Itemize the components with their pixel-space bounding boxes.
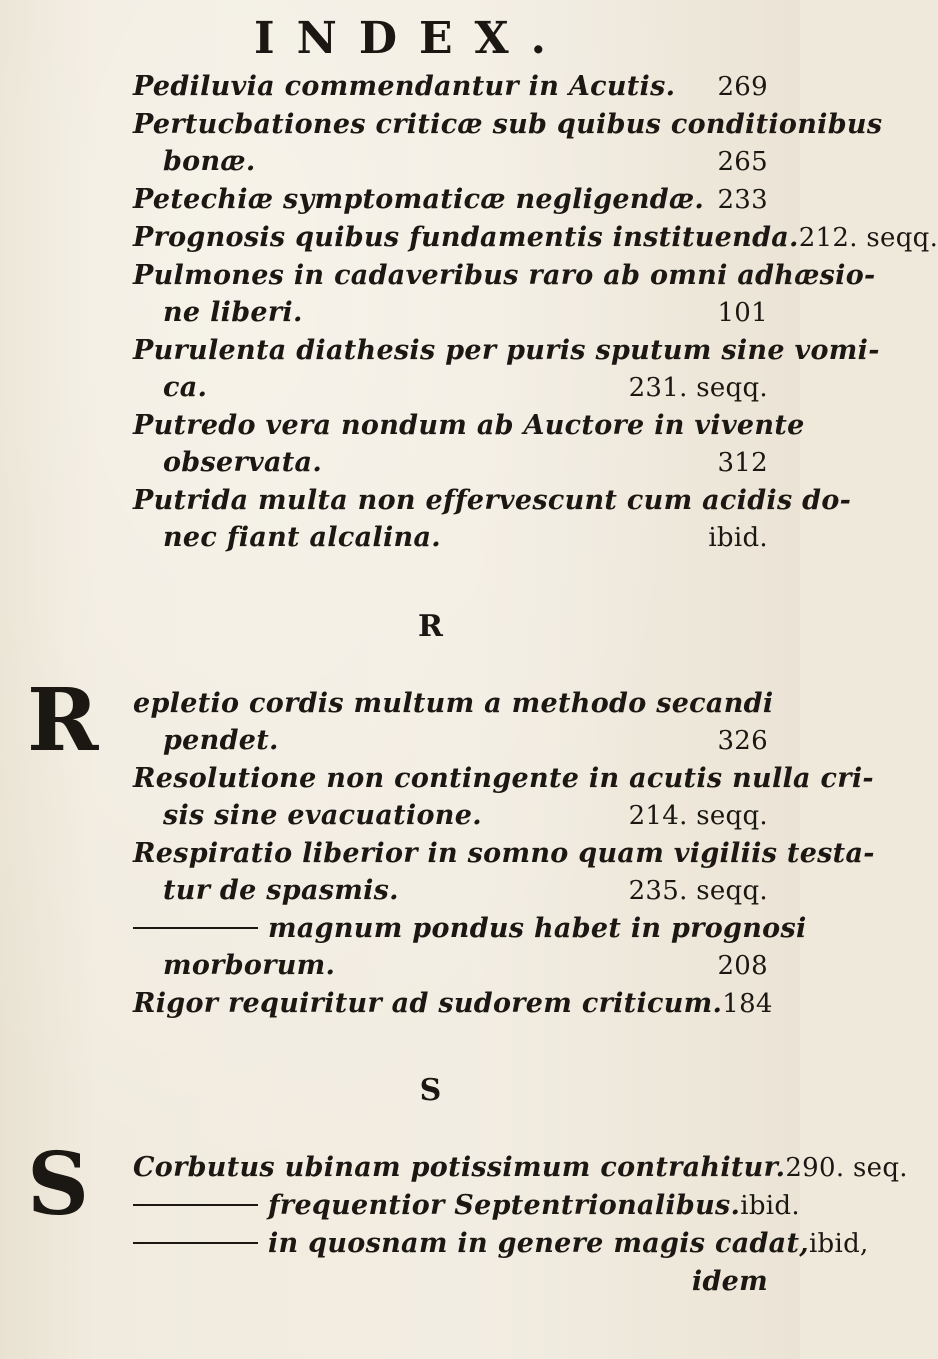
- entry-text: Petechiæ symptomaticæ negligendæ.: [133, 184, 705, 215]
- page-reference: 269: [717, 72, 768, 102]
- page-reference: 214. seqq.: [628, 801, 768, 831]
- page-reference: ibid.: [740, 1191, 800, 1221]
- index-entry: [133, 68, 768, 106]
- entry-text: in quosnam in genere magis cadat,: [268, 1228, 809, 1259]
- entry-text-continued: nec fiant alcalina.: [163, 522, 441, 553]
- entry-text: frequentior Septentrionalibus.: [268, 1190, 741, 1221]
- index-entries: [27, 68, 938, 1300]
- entry-text: magnum pondus habet in prognosi: [268, 913, 807, 944]
- index-entry: [133, 985, 773, 1023]
- entry-text-continued: ca.: [163, 372, 208, 403]
- page-reference: 290. seq.: [785, 1153, 908, 1183]
- index-entry: [133, 760, 874, 835]
- page-reference: ibid.: [708, 523, 768, 553]
- page-reference: 184: [722, 989, 773, 1019]
- entry-text-continued: ne liberi.: [163, 297, 303, 328]
- page-header: INDEX.: [254, 13, 568, 64]
- repeat-dash: [133, 1242, 258, 1244]
- index-entry: [133, 482, 852, 557]
- entry-text-continued: sis sine evacuatione.: [163, 800, 482, 831]
- entry-text: Pulmones in cadaveribus raro ab omni adhæsio-: [133, 260, 876, 291]
- entry-text-continued: morborum.: [163, 950, 336, 981]
- index-entry: [133, 1225, 869, 1263]
- entry-text-continued: bonæ.: [163, 146, 256, 177]
- index-entry: [133, 257, 876, 332]
- page-reference: 235. seqq.: [628, 876, 768, 906]
- entry-text: Respiratio liberior in somno quam vigiliis testa-: [133, 838, 875, 869]
- entry-text: Pediluvia commendantur in Acutis.: [133, 71, 676, 102]
- page-reference: 212. seqq.: [798, 223, 938, 253]
- section-heading-r: R: [418, 609, 443, 644]
- page-reference: 231. seqq.: [628, 373, 768, 403]
- repeat-dash: [133, 927, 258, 929]
- page-reference: 101: [717, 298, 768, 328]
- entry-text-continued: pendet.: [163, 725, 279, 756]
- repeat-dash: [133, 1204, 258, 1206]
- entry-text: Putredo vera nondum ab Auctore in vivente: [133, 410, 805, 441]
- index-entry: [133, 910, 807, 985]
- catchword: idem: [691, 1266, 768, 1297]
- index-entry: [133, 332, 880, 407]
- page-reference: 265: [717, 147, 768, 177]
- page-reference: ibid,: [808, 1229, 869, 1259]
- index-entry: [133, 181, 768, 219]
- entry-text: Resolutione non contingente in acutis nulla cri-: [133, 763, 874, 794]
- entry-text: epletio cordis multum a methodo secandi: [133, 688, 774, 719]
- section-heading-s: S: [419, 1073, 442, 1108]
- entry-text: Purulenta diathesis per puris sputum sine vomi-: [133, 335, 880, 366]
- page-reference: 326: [717, 726, 768, 756]
- catchword-row: [133, 1263, 768, 1300]
- entry-text: Rigor requiritur ad sudorem criticum.: [133, 988, 723, 1019]
- index-entry: [27, 670, 774, 771]
- drop-cap: S: [27, 1134, 90, 1235]
- index-entry: [133, 1187, 800, 1225]
- entry-text-continued: observata.: [163, 447, 323, 478]
- index-entry: [133, 106, 883, 181]
- index-entry: [133, 219, 938, 257]
- index-entry: [133, 835, 875, 910]
- page-reference: 233: [717, 185, 768, 215]
- entry-text: Corbutus ubinam potissimum contrahitur.: [133, 1152, 786, 1183]
- entry-text: Pertucbationes criticæ sub quibus conditionibus: [133, 109, 883, 140]
- index-entry: [133, 407, 805, 482]
- entry-text: Prognosis quibus fundamentis instituenda.: [133, 222, 799, 253]
- drop-cap: R: [27, 670, 99, 771]
- entry-text-continued: tur de spasmis.: [163, 875, 399, 906]
- page-reference: 208: [717, 951, 768, 981]
- page-reference: 312: [717, 448, 768, 478]
- entry-text: Putrida multa non effervescunt cum acidis do-: [133, 485, 852, 516]
